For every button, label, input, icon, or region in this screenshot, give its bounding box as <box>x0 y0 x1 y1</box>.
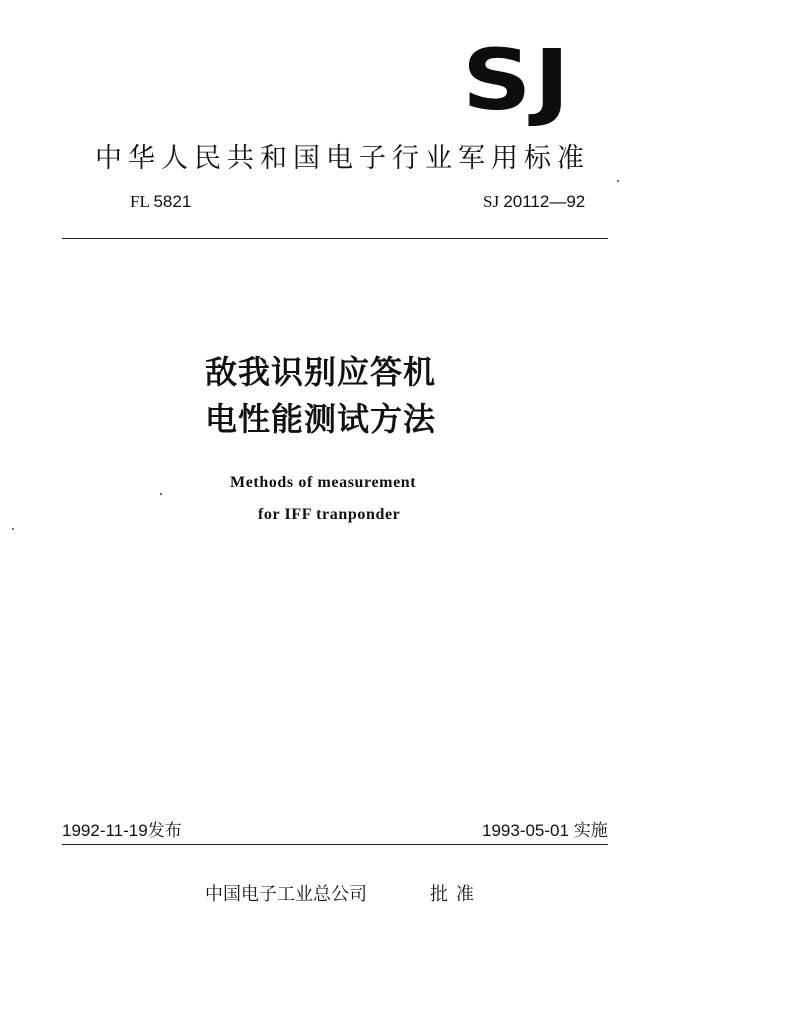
classification-number: 5821 <box>153 192 192 211</box>
chinese-title-line-2: 电性能测试方法 <box>205 400 437 438</box>
approval-label: 批准 <box>430 884 482 905</box>
issue-date-block <box>62 820 182 842</box>
standard-organization-title: 中华人民共和国电子行业军用标准 <box>95 143 590 174</box>
footer-divider <box>62 844 608 845</box>
issue-label: 发布 <box>147 821 182 840</box>
sj-logo: SJ <box>462 31 573 129</box>
effective-date: 1993-05-01 <box>482 821 569 840</box>
english-title-line-2: for IFF tranponder <box>258 506 401 523</box>
classification-code <box>130 191 191 213</box>
classification-prefix: FL <box>130 192 150 211</box>
standard-code <box>483 191 585 213</box>
effective-label: 实施 <box>573 821 608 840</box>
approving-authority: 中国电子工业总公司 <box>205 884 367 905</box>
english-title-line-1: Methods of measurement <box>230 474 417 491</box>
issue-date: 1992-11-19 <box>62 821 148 840</box>
standard-prefix: SJ <box>483 192 500 211</box>
standard-number: 20112—92 <box>503 192 586 211</box>
chinese-title-line-1: 敌我识别应答机 <box>205 353 437 391</box>
scan-speck <box>617 180 619 182</box>
scan-speck <box>12 528 14 530</box>
scan-speck <box>160 493 162 495</box>
effective-date-block <box>482 820 608 842</box>
header-divider <box>62 238 608 239</box>
